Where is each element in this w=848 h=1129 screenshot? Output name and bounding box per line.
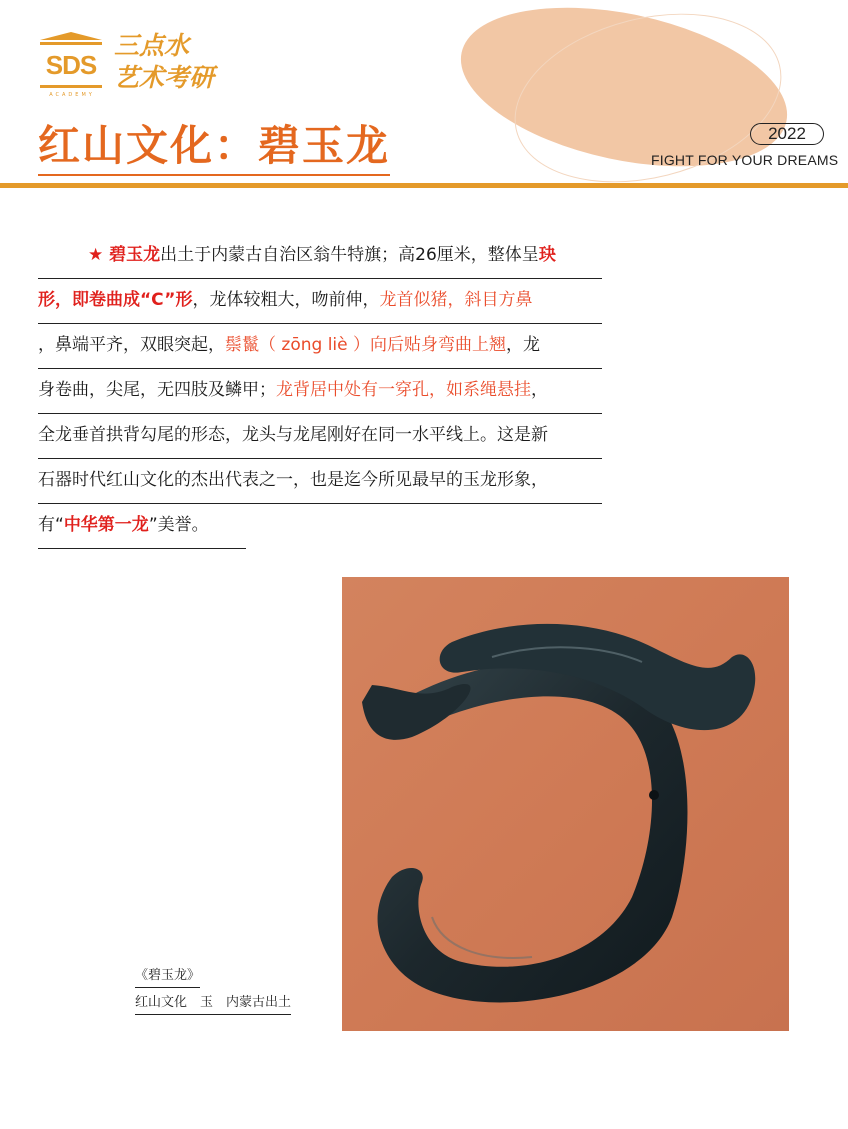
- brand-line-1: 三点水: [114, 31, 190, 60]
- text-segment: ，: [531, 380, 548, 400]
- brand-name: [114, 30, 264, 94]
- logo-roof-icon: [40, 32, 102, 40]
- text-segment: ”美誉。: [148, 515, 209, 535]
- text-segment: 身卷曲，尖尾，无四肢及鳞甲；: [38, 380, 276, 400]
- article-line-5: 全龙垂首拱背勾尾的形态，龙头与龙尾刚好在同一水平线上。这是新: [38, 414, 602, 459]
- star-heading: ★ 碧玉龙: [88, 245, 161, 265]
- article-line-3: [38, 324, 602, 369]
- highlight-orange: 龙首似猪，斜目方鼻: [379, 290, 533, 310]
- article-body: [38, 234, 602, 549]
- highlight-red: 玦: [538, 245, 556, 265]
- text-segment: ，龙: [506, 335, 541, 355]
- photo-caption: [135, 965, 291, 1019]
- slogan: FIGHT FOR YOUR DREAMS: [651, 152, 839, 168]
- text-segment: 出土于内蒙古自治区翁牛特旗；高26厘米，整体呈: [160, 245, 539, 265]
- article-line-6: 石器时代红山文化的杰出代表之一，也是迄今所见最早的玉龙形象，: [38, 459, 602, 504]
- jade-dragon-photo: [342, 577, 789, 1031]
- highlight-red: 中华第一龙: [63, 515, 149, 535]
- year-badge: 2022: [750, 123, 824, 145]
- text-segment: ，龙体较粗大，吻前伸，: [192, 290, 380, 310]
- highlight-orange: 龙背居中处有一穿孔，如系绳悬挂: [276, 380, 531, 400]
- article-line-4: [38, 369, 602, 414]
- article-line-2: [38, 279, 602, 324]
- caption-detail: 红山文化 玉 内蒙古出土: [135, 992, 291, 1015]
- header-divider: [0, 183, 848, 188]
- suspension-hole: [649, 790, 659, 800]
- jade-dragon-illustration: [342, 577, 789, 1031]
- text-segment: ，鼻端平齐，双眼突起，: [38, 335, 225, 355]
- jade-highlight: [432, 917, 532, 958]
- brand-line-2: 艺术考研: [114, 63, 215, 92]
- text-segment: 有“: [38, 515, 64, 535]
- logo-mark: SDS: [40, 42, 102, 88]
- article-line-1: [38, 234, 602, 279]
- caption-title: 《碧玉龙》: [135, 965, 200, 988]
- logo-subtitle: ACADEMY: [49, 92, 95, 98]
- article-line-7: [38, 504, 246, 549]
- page-title: 红山文化：碧玉龙: [38, 118, 390, 176]
- highlight-red: 形，即卷曲成“C”形: [38, 290, 193, 310]
- highlight-orange: 鬃鬣（ zōng liè ）向后贴身弯曲上翘: [225, 335, 507, 355]
